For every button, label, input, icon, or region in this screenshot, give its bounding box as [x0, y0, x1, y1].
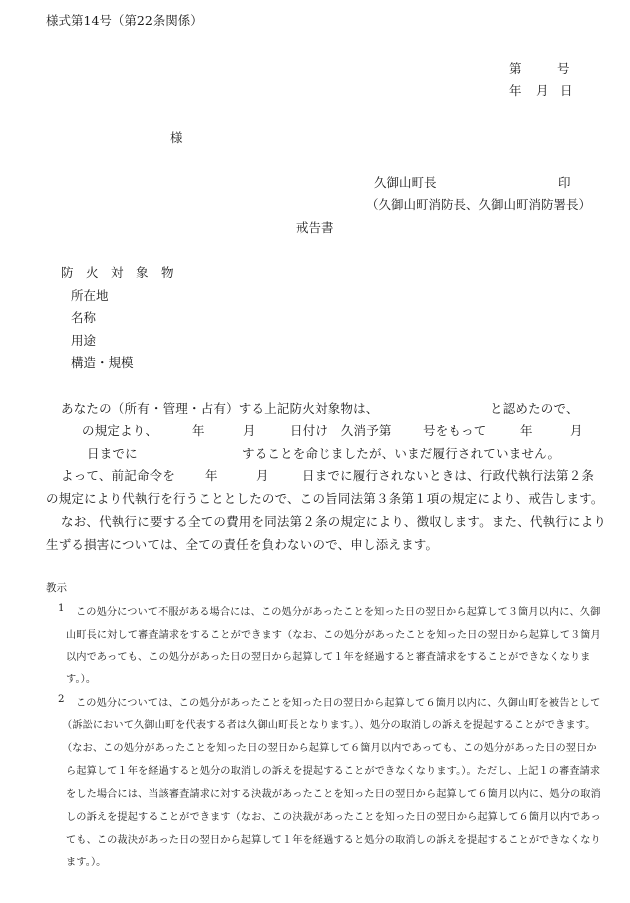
- body-p1-line3-a: 日までに: [87, 446, 138, 461]
- notice-item1-line2: 山町長に対して審査請求をすることができます（なお、この処分があったことを知った日の翌日から起算して３箇月: [66, 630, 601, 641]
- body-p2-line1-month: 月: [256, 468, 269, 483]
- body-p2-line1-a: よって、前記命令を: [61, 468, 176, 483]
- date-year: 年: [509, 83, 522, 98]
- date-month: 月: [536, 83, 549, 98]
- body-p1-line1-b: と認めたので、: [490, 401, 579, 416]
- notice-item1-number: 1: [58, 603, 65, 614]
- date-day: 日: [560, 83, 573, 98]
- issuer-alt: （久御山町消防長、久御山町消防署長）: [366, 197, 592, 212]
- notice-item2-line5: をした場合には、当該審査請求に対する決裁があったことを知った日の翌日から起算して６箇月以内に、処分の取消: [66, 789, 601, 800]
- body-p1-line1-a: あなたの（所有・管理・占有）する上記防火対象物は、: [61, 401, 379, 416]
- notice-item1-line4: す。）。: [66, 674, 97, 685]
- issuer-name: 久御山町長: [374, 175, 437, 190]
- body-p1-line3-b: することを命じましたが、いまだ履行されていません。: [242, 446, 561, 461]
- notice-item2-line1: この処分については、この処分があったことを知った日の翌日から起算して６箇月以内に、久御山町を被告として: [76, 698, 601, 709]
- notice-item2-line2: （訴訟において久御山町を代表する者は久御山町長となります。）、処分の取消しの訴えを提起することができます。: [62, 720, 596, 731]
- body-p3-line2: 生ずる損害については、全ての責任を負わないので、申し添えます。: [46, 537, 439, 552]
- addressee-suffix: 様: [170, 130, 183, 145]
- document-title: 戒告書: [296, 220, 334, 235]
- notice-item2-number: 2: [58, 694, 65, 705]
- target-structure-label: 構造・規模: [71, 355, 134, 370]
- body-p1-line2-year: 年: [192, 423, 205, 438]
- body-p2-line1-b: 日までに履行されないときは、行政代執行法第２条: [302, 468, 595, 483]
- notice-item2-line6: しの訴えを提起することができます（なお、この決裁があったことを知った日の翌日から起算して６箇月以内であっ: [66, 812, 601, 823]
- notice-item1-line3: 以内であっても、この処分があった日の翌日から起算して１年を経過すると審査請求をすることができなくなりま: [66, 652, 591, 663]
- body-p2-line2: の規定により代執行を行うこととしたので、この旨同法第３条第１項の規定により、戒告します。: [46, 491, 604, 506]
- body-p3-line1: なお、代執行に要する全ての費用を同法第２条の規定により、徴収します。また、代執行により: [61, 514, 607, 529]
- body-p1-line2-year2: 年: [520, 423, 533, 438]
- target-use-label: 用途: [71, 333, 97, 348]
- target-heading: 防 火 対 象 物: [61, 265, 174, 280]
- notice-item2-line4: ら起算して１年を経過すると処分の取消しの訴えを提起することができなくなります。）。ただし、上記１の審査請求: [66, 766, 601, 777]
- seal-mark: 印: [558, 175, 571, 190]
- notice-item2-line3: （なお、この処分があったことを知った日の翌日から起算して６箇月以内であっても、この処分があった日の翌日か: [62, 743, 597, 754]
- body-p1-line2-order: 号をもって: [423, 423, 487, 438]
- body-p2-line1-year: 年: [205, 468, 218, 483]
- body-p1-line2-month2: 月: [570, 423, 583, 438]
- notice-item2-line8: ます。）。: [66, 857, 107, 868]
- doc-number-prefix: 第: [509, 61, 522, 76]
- body-p1-line2-date-ref: 日付け 久消予第: [290, 423, 392, 438]
- notice-item2-line7: ても、この裁決があった日の翌日から起算して１年を経過すると処分の取消しの訴えを提起することができなくなり: [66, 835, 601, 846]
- form-label: 様式第14号（第22条関係）: [46, 13, 203, 28]
- body-p1-line2-month: 月: [243, 423, 256, 438]
- body-p1-line2-a: の規定より、: [82, 423, 159, 438]
- doc-number-suffix: 号: [557, 61, 570, 76]
- target-name-label: 名称: [71, 310, 97, 325]
- target-location-label: 所在地: [71, 288, 109, 303]
- notice-heading: 教示: [46, 582, 67, 594]
- notice-item1-line1: この処分について不服がある場合には、この処分があったことを知った日の翌日から起算して３箇月以内に、久御: [76, 607, 601, 618]
